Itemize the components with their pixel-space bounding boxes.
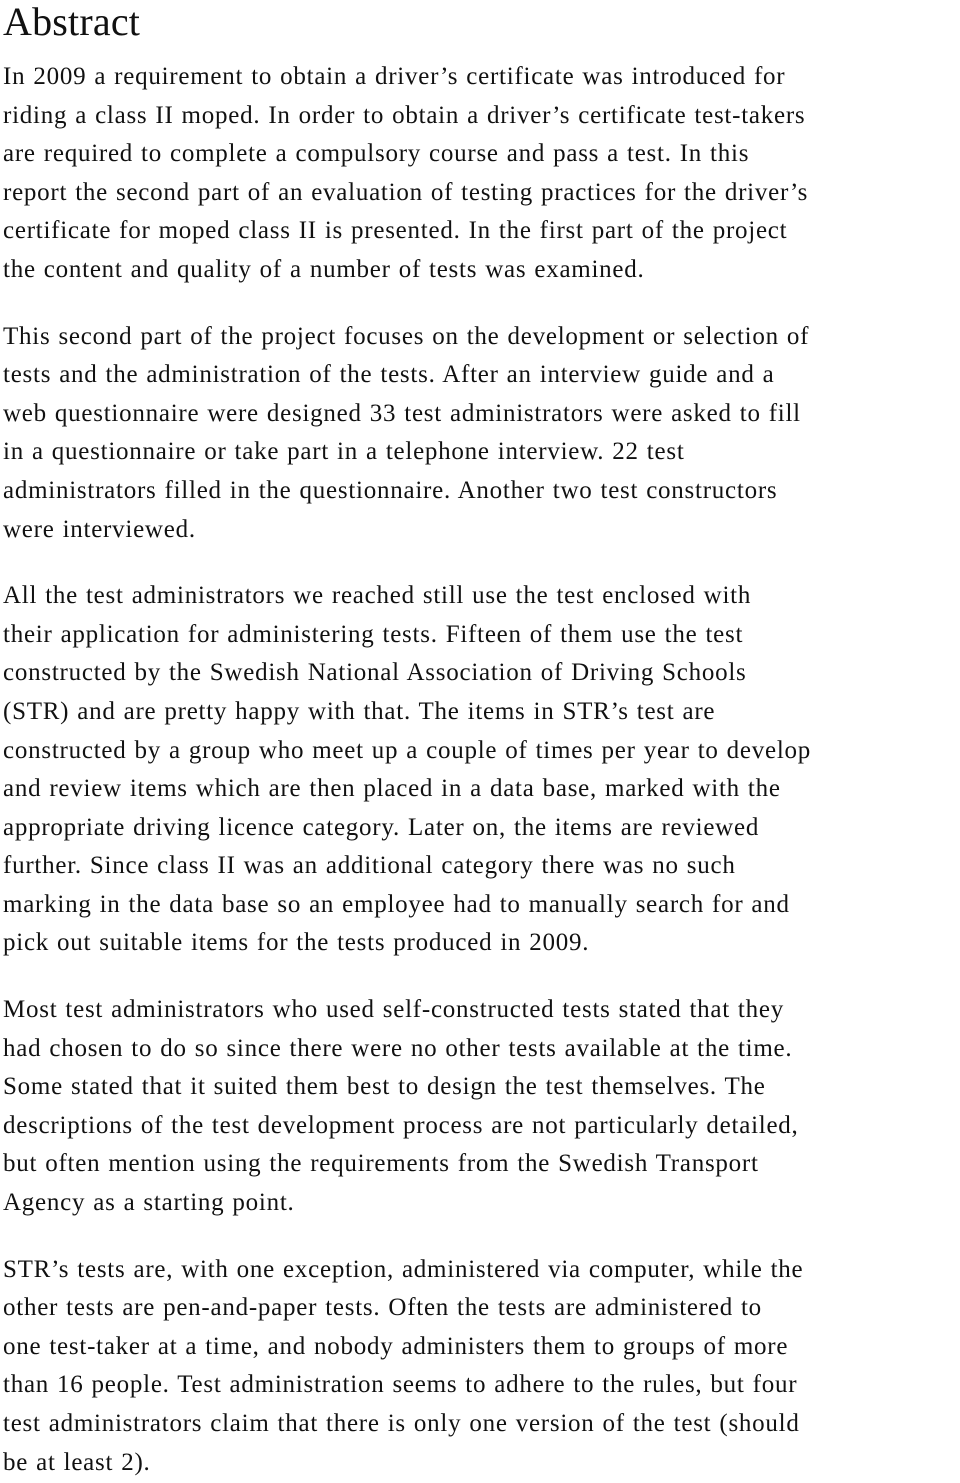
paragraph-2 [3,318,960,550]
paragraph-5 [3,1251,960,1483]
text-line: and review items which are then placed in a data base, marked with the [3,775,781,803]
paragraph-4 [3,991,960,1223]
text-line: are required to complete a compulsory course and pass a test. In this [3,140,750,168]
paragraph-3 [3,577,960,963]
text-line: the content and quality of a number of tests was examined. [3,255,645,283]
text-line: riding a class II moped. In order to obtain a driver’s certificate test-takers [3,101,806,129]
text-line: marking in the data base so an employee had to manually search for and [3,890,790,918]
text-line: test administrators claim that there is only one version of the test (should [3,1410,800,1437]
text-line: their application for administering tests. Fifteen of them use the test [3,620,744,648]
text-line: report the second part of an evaluation of testing practices for the driver’s [3,178,809,206]
text-line: one test-taker at a time, and nobody administers them to groups of more [3,1332,789,1360]
text-line: descriptions of the test development process are not particularly detailed, [3,1111,799,1139]
paragraph-1 [3,58,960,290]
text-line: other tests are pen-and-paper tests. Often the tests are administered to [3,1294,762,1322]
text-line: had chosen to do so since there were no other tests available at the time. [3,1034,793,1062]
text-line: pick out suitable items for the tests produced in 2009. [3,929,590,957]
text-line: Some stated that it suited them best to design the test themselves. The [3,1073,766,1101]
text-line: tests and the administration of the tests. After an interview guide and a [3,361,775,389]
text-line: (STR) and are pretty happy with that. The items in STR’s test are [3,697,716,725]
text-line: administrators filled in the questionnaire. Another two test constructors [3,476,778,504]
text-line: were interviewed. [3,515,196,543]
abstract-heading: Abstract [3,0,141,44]
text-line: certificate for moped class II is presented. In the first part of the project [3,217,788,245]
text-line: in a questionnaire or take part in a telephone interview. 22 test [3,438,685,466]
text-line: constructed by a group who meet up a couple of times per year to develop [3,736,812,764]
text-line: but often mention using the requirements from the Swedish Transport [3,1150,759,1178]
text-line: constructed by the Swedish National Association of Driving Schools [3,659,747,687]
text-line: All the test administrators we reached still use the test enclosed with [3,582,752,610]
text-line: This second part of the project focuses on the development or selection of [3,322,810,350]
text-line: appropriate driving licence category. Later on, the items are reviewed [3,813,760,841]
text-line: further. Since class II was an additional category there was no such [3,852,736,880]
text-line: In 2009 a requirement to obtain a driver’s certificate was introduced for [3,63,786,90]
text-line: STR’s tests are, with one exception, administered via computer, while the [3,1255,804,1283]
text-line: be at least 2). [3,1448,151,1476]
text-line: Most test administrators who used self-constructed tests stated that they [3,996,784,1024]
text-line: web questionnaire were designed 33 test administrators were asked to fill [3,399,801,427]
text-line: Agency as a starting point. [3,1189,295,1217]
text-line: than 16 people. Test administration seems to adhere to the rules, but four [3,1371,798,1399]
